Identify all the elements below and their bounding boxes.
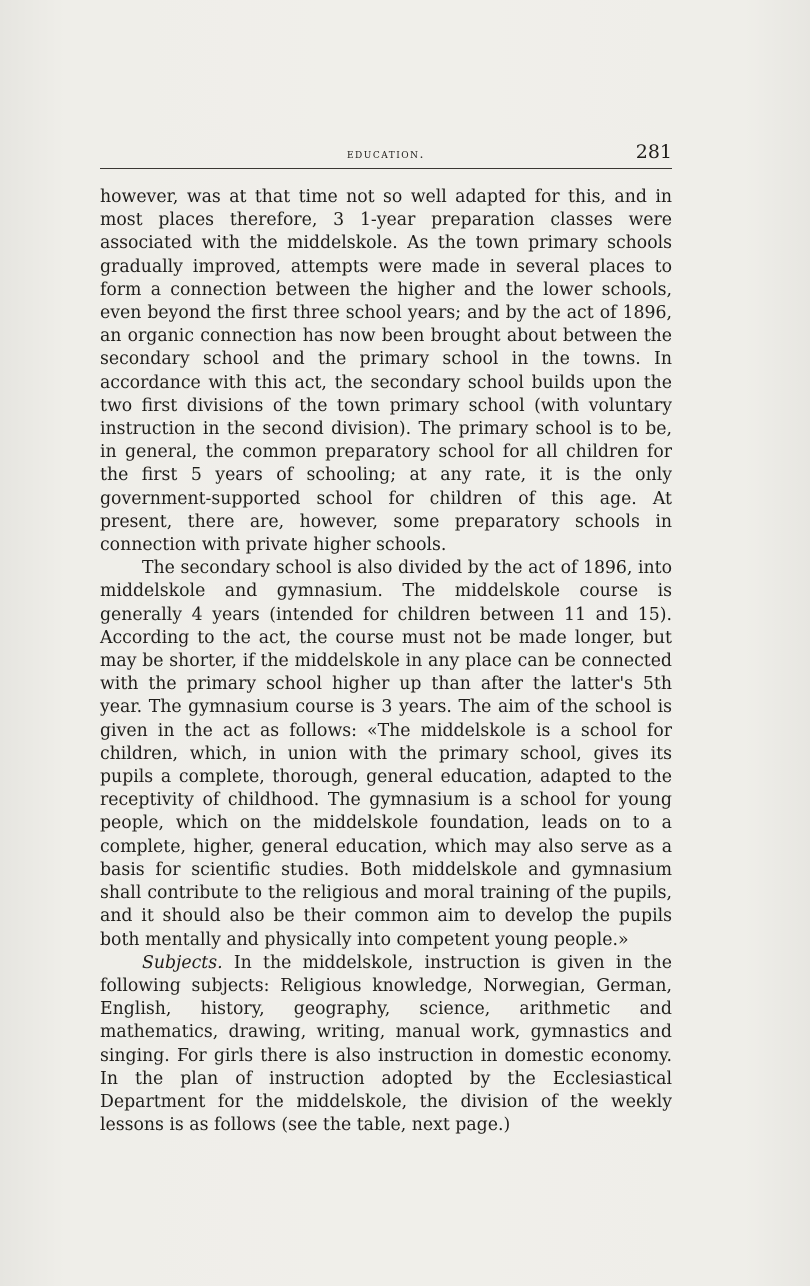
running-head (100, 140, 672, 169)
subjects-text: In the middelskole, instruction is given in the following subjects: Religious knowledge, Norwegian, German, English, history, geography, science, arithmetic and mathematics, drawing, writing, manual work, gymnastics and singing. For girls there is also instruction in domestic economy. In the plan of instruction adopted by the Ecclesiastical Department for the middelskole, the division of the weekly lessons is as follows (see the table, next page.) (100, 952, 672, 1136)
body-text (100, 186, 672, 1137)
paragraph-continuation: however, was at that time not so well adapted for this, and in most places therefore, 3 1-year preparation classes were associated with the middelskole. As the town primary schools gradually improved, attempts were made in several places to form a connection between the higher and the lower schools, even beyond the first three school years; and by the act of 1896, an organic connection has now been brought about between the secondary school and the primary school in the towns. In accordance with this act, the secondary school builds upon the two first divisions of the town primary school (with voluntary instruction in the second division). The primary school is to be, in general, the common preparatory school for all children for the first 5 years of schooling; at any rate, it is the only government-supported school for children of this age. At present, there are, however, some preparatory schools in connection with private higher schools. (100, 187, 672, 556)
running-title: education. (346, 146, 426, 161)
paragraph-secondary-school: The secondary school is also divided by the act of 1896, into middelskole and gymnasium. The middelskole course is generally 4 years (intended for children between 11 and 15). According to the act, the course must not be made longer, but may be shorter, if the middelskole in any place can be connected with the primary school higher up than after the latter's 5th year. The gymnasium course is 3 years. The aim of the school is given in the act as follows: «The middelskole is a school for children, which, in union with the primary school, gives its pupils a complete, thorough, general education, adapted to the receptivity of childhood. The gymnasium is a school for young people, which on the middelskole foundation, leads on to a complete, higher, general education, which may also serve as a basis for scientific studies. Both middelskole and gymnasium shall contribute to the religious and moral training of the pupils, and it should also be their common aim to develop the pupils both mentally and physically into competent young people.» (100, 558, 672, 950)
subjects-heading: Subjects. (142, 952, 223, 973)
page-number: 281 (635, 141, 672, 163)
paragraph-subjects (100, 952, 672, 1138)
